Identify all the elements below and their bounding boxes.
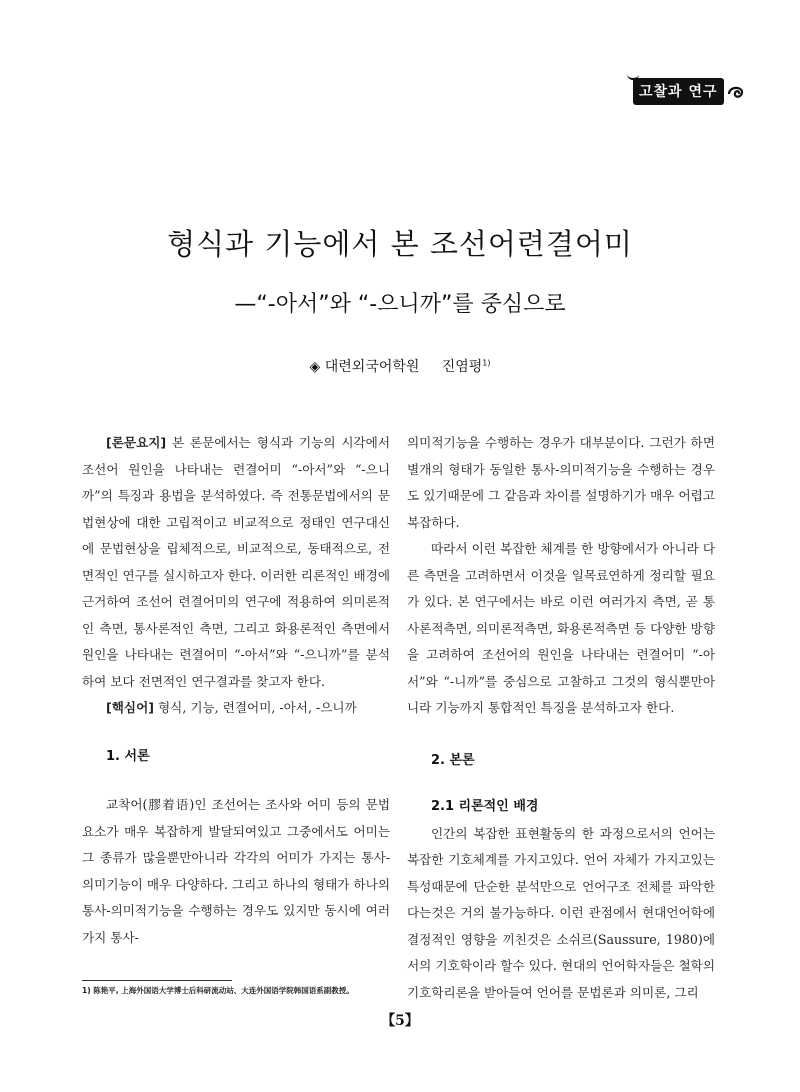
swirl-icon bbox=[726, 82, 746, 102]
paper-subtitle: —“-아서”와 “-으니까”를 중심으로 bbox=[234, 292, 566, 317]
footnote: 1) 陈艳平, 上海外国语大学博士后科研流动站、大连外国语学院韩国语系副教授。 bbox=[82, 986, 354, 995]
intro-heading: 1. 서론 bbox=[106, 748, 150, 764]
keywords-label: [핵심어] bbox=[106, 700, 155, 715]
section-badge bbox=[633, 78, 746, 105]
paper-title: 형식과 기능에서 본 조선어련결어미 bbox=[167, 227, 633, 261]
keywords-text: 형식, 기능, 련결어미, -아서, -으니까 bbox=[154, 700, 357, 715]
right-column bbox=[407, 430, 715, 1006]
keywords-paragraph bbox=[82, 695, 390, 722]
abstract-text: 본 론문에서는 형식과 기능의 시각에서 조선어 원인을 나타내는 련결어미 “-아서”와 “-으니까”의 특징과 용법을 분석하였다. 즉 전통문법에서의 문법현상에 대한 고립적이고 비교적으로 정태인 연구대신에 문법현상을 립체적으로, 비교적으로, 동태적으로, 전면적인 연구를 실시하고자 한다. 이러한 리론적인 배경에 근거하여 조선어 련결어미의 연구에 적용하여 의미론적인 측면, 통사론적인 측면, 그리고 화용론적인 측면에서 원인을 나타내는 련결어미 “-아서”와 “-으니까”를 분석하여 보다 전면적인 연구결과를 찾고자 한다. bbox=[82, 435, 390, 689]
subsection-heading: 2.1 리론적인 배경 bbox=[431, 799, 539, 814]
right-paragraph-3: 인간의 복잡한 표현활동의 한 과정으로서의 언어는 복잡한 기호체계를 가지고있다. 언어 자체가 가지고있는 특성때문에 단순한 분석만으로 언어구조 전체를 파악한다는것은 거의 불가능하다. 이런 관점에서 현대언어학에 결정적인 영향을 끼친것은 소쉬르(Saussure, 1980)에서의 기호학이라 할수 있다. 현대의 언어학자들은 철학의 기호학리론을 받아들여 언어를 문법론과 의미론, 그리 bbox=[407, 825, 715, 1000]
body-heading: 2. 본론 bbox=[431, 752, 475, 768]
left-column bbox=[82, 430, 390, 951]
author-footnote-mark: 1) bbox=[482, 358, 491, 368]
abstract-label: [론문요지] bbox=[106, 435, 167, 450]
author-name: 진염평 bbox=[441, 359, 483, 375]
footnote-divider bbox=[82, 980, 232, 981]
right-paragraph-2: 따라서 이런 복잡한 체계를 한 방향에서가 아니라 다른 측면을 고려하면서 이것을 일목료연하게 정리할 필요가 있다. 본 연구에서는 바로 이런 여러가지 측면, 곧 통사론적측면, 의미론적측면, 화용론적측면 등 다양한 방향을 고려하여 조선어의 원인을 나타내는 련결어미 “-아서”와 “-니까”를 중심으로 고찰하고 그것의 형식뿐만아니라 기능까지 통합적인 특징을 분석하고자 한다. bbox=[407, 541, 715, 715]
author-line bbox=[0, 356, 800, 376]
page-number: 【5】 bbox=[381, 1013, 419, 1029]
section-badge-label: 고찰과 연구 bbox=[633, 78, 724, 105]
abstract-paragraph bbox=[82, 430, 390, 695]
author-bullet: ◈ bbox=[309, 359, 321, 375]
author-affiliation: 대련외국어학원 bbox=[324, 359, 420, 375]
intro-paragraph: 교착어(膠着语)인 조선어는 조사와 어미 등의 문법요소가 매우 복잡하게 발달되여있고 그중에서도 어미는 그 종류가 많을뿐만아니라 각각의 어미가 가지는 통사-의미기능이 매우 다양하다. 그리고 하나의 형태가 하나의 통사-의미적기능을 수행하는 경우도 있지만 동시에 여러가지 통사- bbox=[82, 797, 390, 945]
right-paragraph-1: 의미적기능을 수행하는 경우가 대부분이다. 그런가 하면 별개의 형태가 동일한 통사-의미적기능을 수행하는 경우도 있기때문에 그 같음과 차이를 설명하기가 매우 어렵고 복잡하다. bbox=[407, 435, 715, 530]
